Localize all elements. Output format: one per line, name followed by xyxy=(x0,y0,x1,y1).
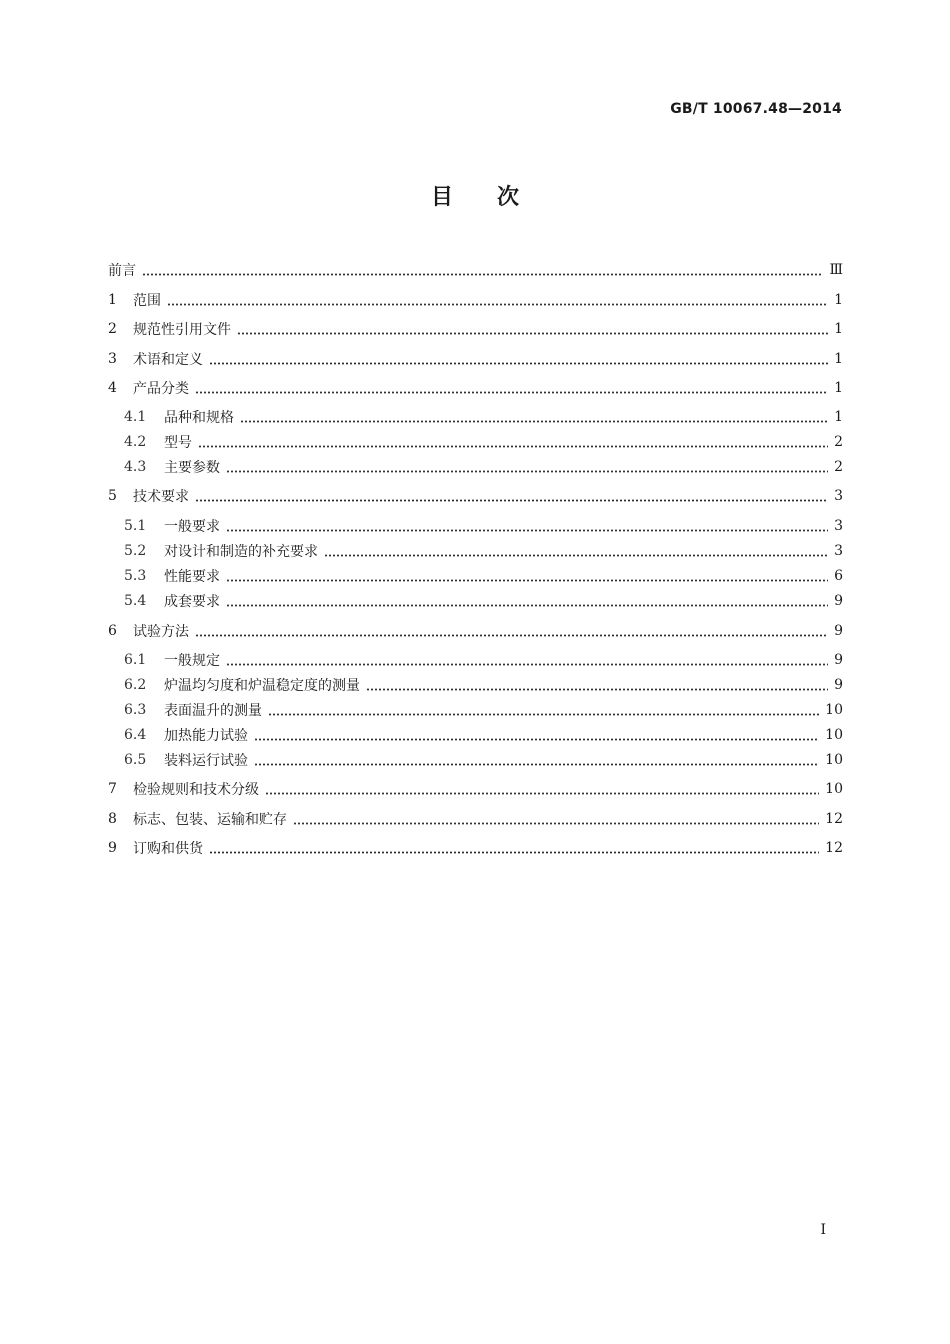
toc-entry-number: 6.5 xyxy=(124,752,147,768)
toc-entry[interactable] xyxy=(108,347,843,371)
toc-entry-number: 5 xyxy=(108,488,117,504)
title-char-left: 目 xyxy=(430,184,453,210)
toc-entry-page: 1 xyxy=(834,321,843,337)
toc-entry-label: 范围 xyxy=(133,293,161,309)
toc-dot-leader xyxy=(265,792,819,795)
toc-entry-number: 5.1 xyxy=(124,518,147,534)
toc-entry-label: 技术要求 xyxy=(133,489,189,505)
toc-entry-label: 品种和规格 xyxy=(164,410,234,426)
toc-entry[interactable] xyxy=(108,836,843,860)
toc-entry-number: 6.4 xyxy=(124,727,147,743)
toc-entry[interactable] xyxy=(108,723,843,747)
toc-entry[interactable] xyxy=(108,484,843,508)
toc-entry-number: 2 xyxy=(108,321,117,337)
toc-entry[interactable] xyxy=(108,589,843,613)
toc-entry-number: 7 xyxy=(108,781,117,797)
toc-entry-label: 标志、包装、运输和贮存 xyxy=(133,812,287,828)
toc-entry[interactable] xyxy=(108,648,843,672)
toc-dot-leader xyxy=(268,713,819,716)
toc-entry-label: 前言 xyxy=(108,263,136,279)
toc-entry-page: 12 xyxy=(825,811,843,827)
toc-entry-page: 6 xyxy=(834,568,843,584)
toc-dot-leader xyxy=(293,822,819,825)
toc-entry[interactable] xyxy=(108,258,843,282)
toc-entry[interactable] xyxy=(108,455,843,479)
toc-entry-page: 3 xyxy=(834,518,843,534)
toc-entry-label: 对设计和制造的补充要求 xyxy=(164,544,318,560)
toc-entry-page: 10 xyxy=(825,727,843,743)
toc-entry-page: 10 xyxy=(825,752,843,768)
toc-entry-label: 炉温均匀度和炉温稳定度的测量 xyxy=(164,678,360,694)
toc-dot-leader xyxy=(195,634,828,637)
toc-entry-label: 一般要求 xyxy=(164,519,220,535)
toc-entry-page: 1 xyxy=(834,292,843,308)
toc-entry[interactable] xyxy=(108,564,843,588)
toc-dot-leader xyxy=(142,273,823,276)
page-number: Ⅰ xyxy=(820,1222,826,1238)
toc-entry-page: 1 xyxy=(834,380,843,396)
toc-dot-leader xyxy=(226,529,828,532)
toc-entry-number: 4 xyxy=(108,380,117,396)
toc-entry-page: Ⅲ xyxy=(829,262,843,278)
toc-entry-page: 1 xyxy=(834,351,843,367)
toc-entry-number: 4.2 xyxy=(124,434,147,450)
toc-entry-page: 1 xyxy=(834,409,843,425)
toc-entry-number: 9 xyxy=(108,840,117,856)
toc-entry-page: 9 xyxy=(834,623,843,639)
toc-entry-page: 2 xyxy=(834,459,843,475)
toc-entry-number: 3 xyxy=(108,351,117,367)
toc-entry-label: 产品分类 xyxy=(133,381,189,397)
title-char-right: 次 xyxy=(497,184,520,210)
toc-entry[interactable] xyxy=(108,288,843,312)
toc-entry[interactable] xyxy=(108,514,843,538)
toc-entry[interactable] xyxy=(108,317,843,341)
toc-entry[interactable] xyxy=(108,673,843,697)
toc-dot-leader xyxy=(226,579,828,582)
toc-dot-leader xyxy=(237,332,828,335)
toc-dot-leader xyxy=(240,420,828,423)
toc-entry[interactable] xyxy=(108,698,843,722)
toc-entry-number: 1 xyxy=(108,292,117,308)
toc-entry[interactable] xyxy=(108,430,843,454)
toc-dot-leader xyxy=(167,303,828,306)
toc-dot-leader xyxy=(324,554,828,557)
toc-entry-number: 6.2 xyxy=(124,677,147,693)
toc-entry-number: 5.4 xyxy=(124,593,147,609)
toc-dot-leader xyxy=(209,851,819,854)
toc-dot-leader xyxy=(366,688,828,691)
toc-entry-page: 3 xyxy=(834,488,843,504)
toc-entry-number: 4.3 xyxy=(124,459,147,475)
toc-entry-label: 装料运行试验 xyxy=(164,753,248,769)
toc-dot-leader xyxy=(195,499,828,502)
toc-entry-number: 6.3 xyxy=(124,702,147,718)
toc-dot-leader xyxy=(254,738,819,741)
toc-entry-label: 主要参数 xyxy=(164,460,220,476)
toc-entry-page: 2 xyxy=(834,434,843,450)
toc-entry-page: 3 xyxy=(834,543,843,559)
toc-entry-label: 性能要求 xyxy=(164,569,220,585)
toc-entry-label: 加热能力试验 xyxy=(164,728,248,744)
toc-dot-leader xyxy=(254,763,819,766)
toc-entry-page: 10 xyxy=(825,702,843,718)
toc-entry[interactable] xyxy=(108,376,843,400)
toc-entry-label: 检验规则和技术分级 xyxy=(133,782,259,798)
toc-entry[interactable] xyxy=(108,619,843,643)
toc-entry-page: 12 xyxy=(825,840,843,856)
toc-dot-leader xyxy=(226,604,828,607)
toc-entry[interactable] xyxy=(108,777,843,801)
toc-entry-label: 成套要求 xyxy=(164,594,220,610)
toc-entry-page: 9 xyxy=(834,677,843,693)
page-title xyxy=(0,180,950,211)
toc-entry-number: 5.2 xyxy=(124,543,147,559)
toc-entry[interactable] xyxy=(108,807,843,831)
toc-dot-leader xyxy=(226,470,828,473)
toc-entry-label: 订购和供货 xyxy=(133,841,203,857)
toc-entry-number: 6.1 xyxy=(124,652,147,668)
toc-entry-label: 术语和定义 xyxy=(133,352,203,368)
toc-entry[interactable] xyxy=(108,405,843,429)
toc-entry-label: 表面温升的测量 xyxy=(164,703,262,719)
toc-entry-label: 一般规定 xyxy=(164,653,220,669)
toc-dot-leader xyxy=(198,445,828,448)
toc-entry-page: 9 xyxy=(834,593,843,609)
toc-entry-page: 9 xyxy=(834,652,843,668)
toc-entry-label: 型号 xyxy=(164,435,192,451)
toc-entry[interactable] xyxy=(108,748,843,772)
toc-dot-leader xyxy=(209,362,828,365)
toc-entry-number: 6 xyxy=(108,623,117,639)
toc-entry[interactable] xyxy=(108,539,843,563)
toc-dot-leader xyxy=(195,391,828,394)
toc-entry-number: 5.3 xyxy=(124,568,147,584)
toc-entry-label: 规范性引用文件 xyxy=(133,322,231,338)
toc-dot-leader xyxy=(226,663,828,666)
toc-entry-label: 试验方法 xyxy=(133,624,189,640)
toc-entry-number: 4.1 xyxy=(124,409,147,425)
toc-entry-page: 10 xyxy=(825,781,843,797)
toc-entry-number: 8 xyxy=(108,811,117,827)
standard-number: GB/T 10067.48—2014 xyxy=(670,101,842,117)
